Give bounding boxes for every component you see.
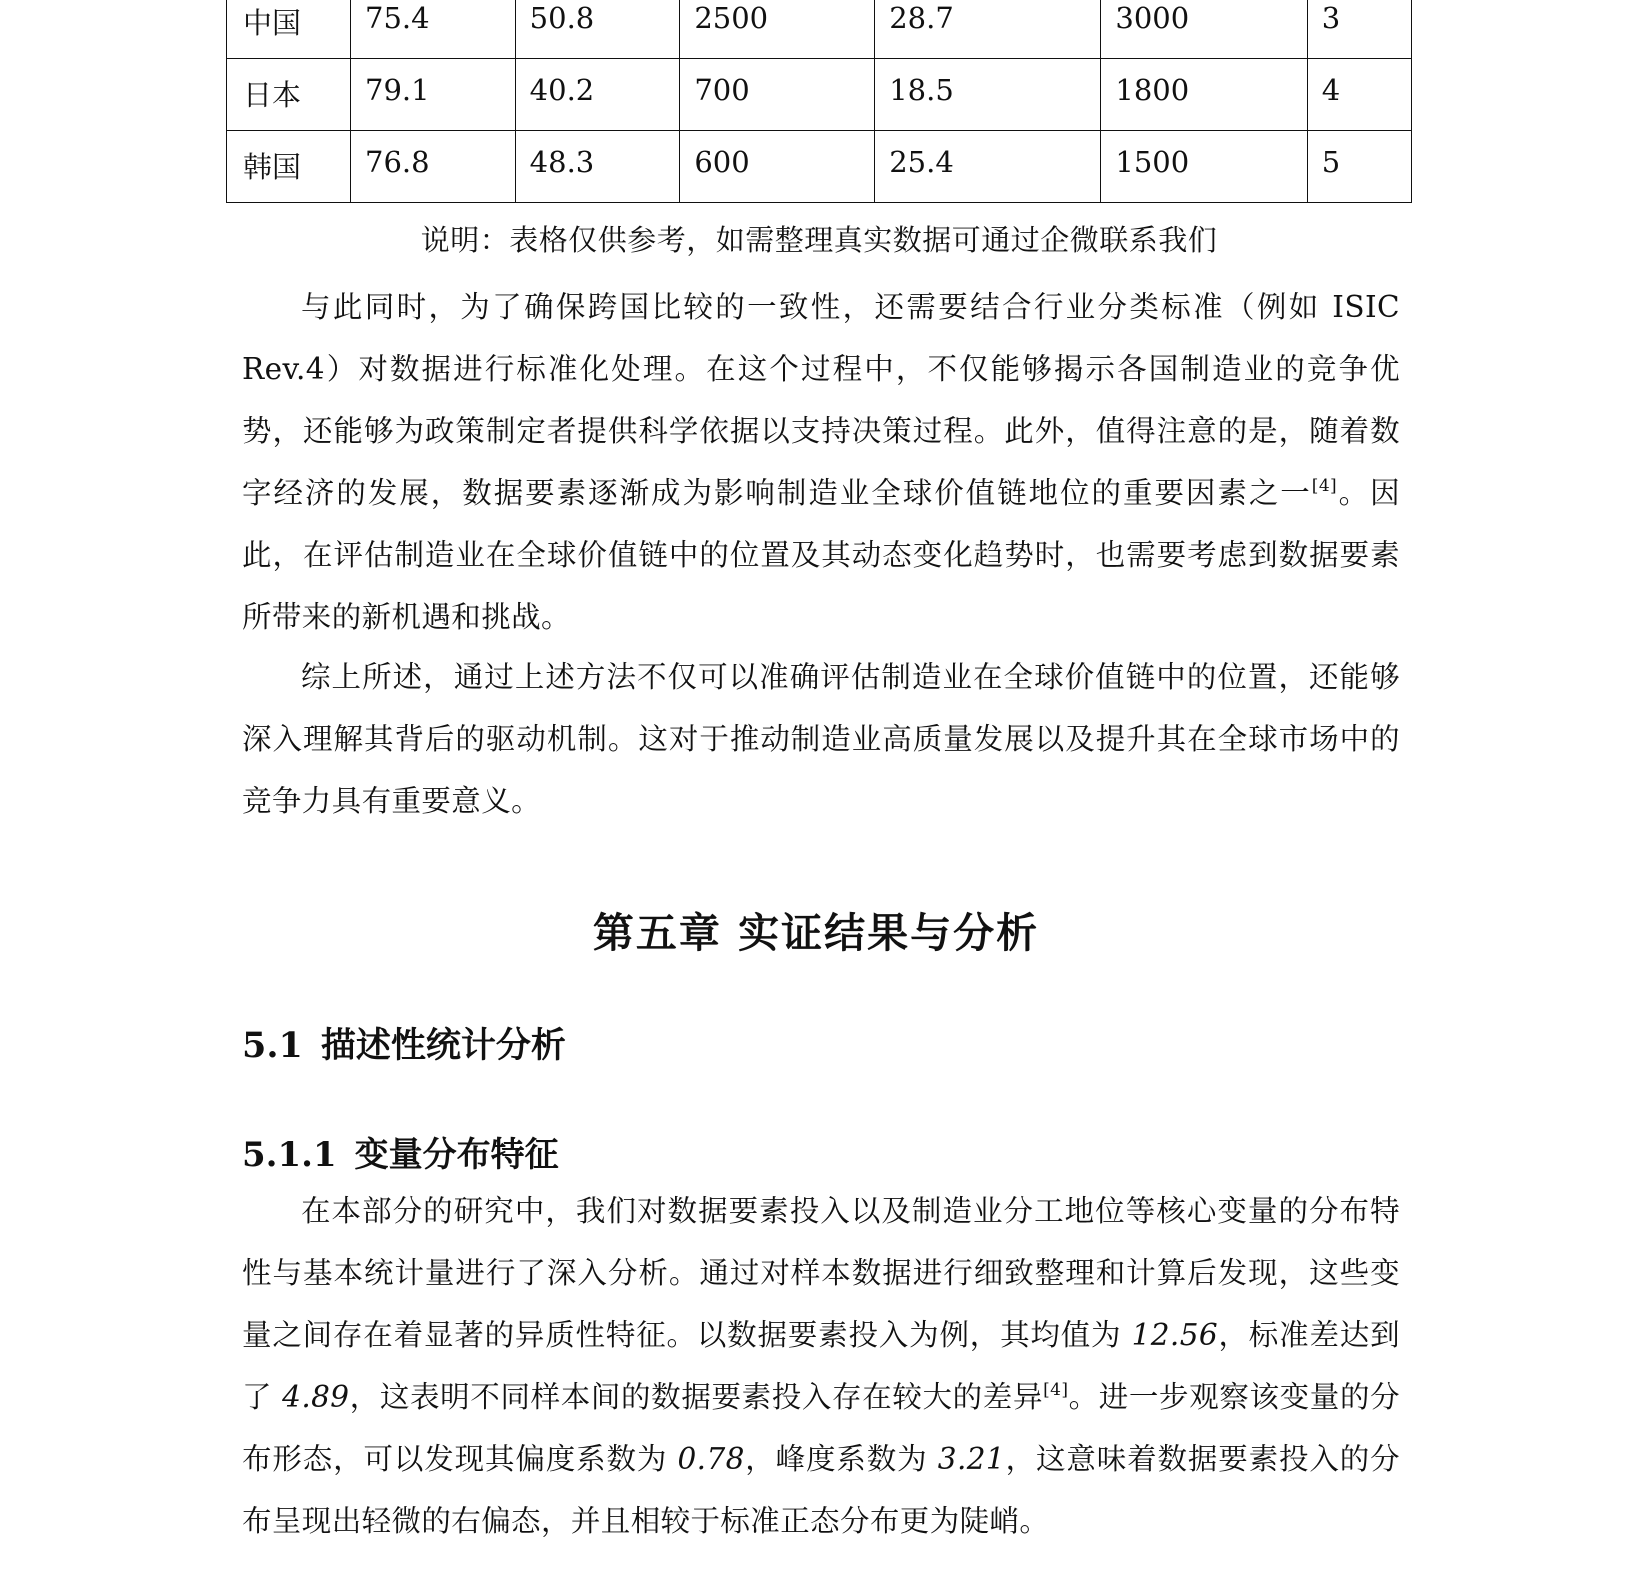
table-cell: 3000 [1101, 0, 1307, 59]
table-cell: 40.2 [515, 59, 680, 131]
table-cell: 2500 [680, 0, 875, 59]
table-cell: 5 [1307, 131, 1411, 203]
paragraph-summary: 综上所述，通过上述方法不仅可以准确评估制造业在全球价值链中的位置，还能够深入理解其背后的驱动机制。这对于推动制造业高质量发展以及提升其在全球市场中的竞争力具有重要意义。 [242, 660, 1400, 818]
paragraph-text: ，峰度系数为 [744, 1442, 938, 1476]
table-cell: 1800 [1101, 59, 1307, 131]
paragraph-text: 与此同时，为了确保跨国比较的一致性，还需要结合行业分类标准（例如 ISIC Rev.4）对数据进行标准化处理。在这个过程中，不仅能够揭示各国制造业的竞争优势，还能够为政策制定者提供科学依据以支持决策过程。此外，值得注意的是，随着数字经济的发展，数据要素逐渐成为影响制造业全球价值链地位的重要因素之一 [242, 290, 1400, 510]
table-cell: 76.8 [351, 131, 516, 203]
section-number: 5.1 [242, 1025, 303, 1066]
table-cell: 50.8 [515, 0, 680, 59]
table-cell: 4 [1307, 59, 1411, 131]
sd-value: 4.89 [282, 1380, 350, 1414]
table-cell: 700 [680, 59, 875, 131]
table-cell: 韩国 [227, 131, 351, 203]
table-cell: 48.3 [515, 131, 680, 203]
table-cell: 中国 [227, 0, 351, 59]
citation-ref: [4] [1043, 1380, 1069, 1400]
table-cell: 28.7 [875, 0, 1101, 59]
subsection-number: 5.1.1 [242, 1135, 337, 1175]
paragraph-text: 。因此，在评估制造业在全球价值链中的位置及其动态变化趋势时，也需要考虑到数据要素所带来的新机遇和挑战。 [242, 476, 1400, 634]
paragraph-distribution [242, 1180, 1400, 1552]
skewness-value: 0.78 [677, 1442, 745, 1476]
kurtosis-value: 3.21 [937, 1442, 1006, 1476]
table-cell: 3 [1307, 0, 1411, 59]
section-heading [242, 1018, 566, 1068]
paragraph-standardization [242, 276, 1400, 648]
table-cell: 1500 [1101, 131, 1307, 203]
citation-ref: [4] [1311, 476, 1338, 496]
table-cell: 75.4 [351, 0, 516, 59]
table-cell: 600 [680, 131, 875, 203]
chapter-title: 第五章 实证结果与分析 [592, 909, 1040, 957]
subsection-heading [242, 1127, 559, 1176]
paragraph-text: 在本部分的研究中，我们对数据要素投入以及制造业分工地位等核心变量的分布特性与基本统计量进行了深入分析。通过对样本数据进行细致整理和计算后发现，这些变量之间存在着显著的异质性特征。以数据要素投入为例，其均值为 [242, 1194, 1400, 1352]
table-cell: 日本 [227, 59, 351, 131]
table-cell: 18.5 [875, 59, 1101, 131]
table-cell: 79.1 [351, 59, 516, 131]
table-row [227, 131, 1412, 203]
paragraph-text: 。进一步观察该变量的分布形态，可以发现其偏度系数为 [242, 1380, 1400, 1476]
subsection-title: 变量分布特征 [354, 1135, 559, 1175]
paragraph-text: ，这表明不同样本间的数据要素投入存在较大的差异 [349, 1380, 1044, 1414]
paragraph-text: ，这意味着数据要素投入的分布呈现出轻微的右偏态，并且相较于标准正态分布更为陡峭。 [242, 1442, 1400, 1538]
table-row [227, 59, 1412, 131]
paragraph-text: ，标准差达到了 [242, 1318, 1400, 1414]
table-row [227, 0, 1412, 59]
table-caption: 说明：表格仅供参考，如需整理真实数据可通过企微联系我们 [420, 223, 1218, 257]
mean-value: 12.56 [1131, 1318, 1219, 1352]
table-cell: 25.4 [875, 131, 1101, 203]
section-title: 描述性统计分析 [320, 1025, 566, 1066]
data-table [226, 0, 1412, 203]
